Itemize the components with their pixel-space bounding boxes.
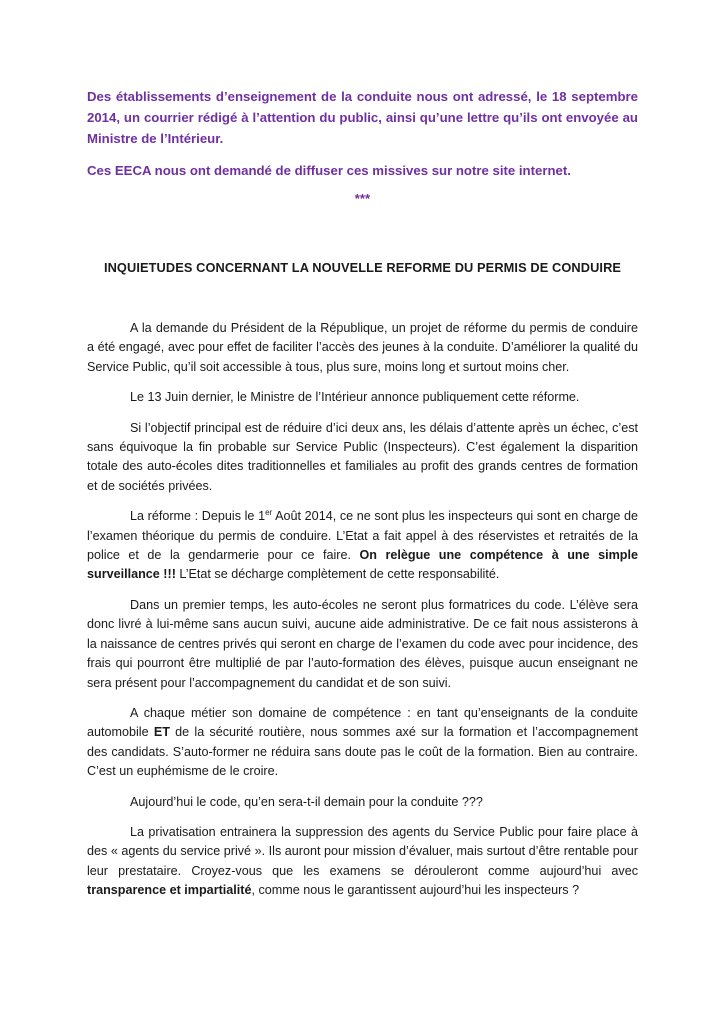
document-body — [87, 319, 638, 912]
paragraph-6-text-b: de la sécurité routière, nous sommes axé sur la formation et l’accompagnement des candidats. S’auto-former ne réduira sans doute pas le coût de la formation. Bien au contraire. C’est un euphémisme de le croire. — [87, 725, 639, 779]
paragraph-7: Aujourd’hui le code, qu’en sera-t-il demain pour la conduite ??? — [130, 794, 483, 809]
intro-request-line: Ces EECA nous ont demandé de diffuser ces missives sur notre site internet. — [87, 163, 571, 178]
paragraph-4-text-c: L’Etat se décharge complètement de cette responsabilité. — [175, 567, 500, 582]
paragraph-8-text-b: , comme nous le garantissent aujourd’hui les inspecteurs ? — [251, 883, 580, 898]
paragraph-4 — [87, 507, 638, 585]
ordinal-superscript: er — [265, 508, 273, 518]
paragraph-4-text-b: Août 2014, ce ne sont plus les inspecteurs qui sont en charge de l’examen théorique du permis de conduire. L’Etat a fait appel à des réservistes et retraités de la police et de la gendarmerie pour ce faire. — [87, 509, 639, 563]
paragraph-8-emphasis: transparence et impartialité — [87, 883, 252, 898]
paragraph-3: Si l’objectif principal est de réduire d’ici deux ans, les délais d’attente après un échec, c’est sans équivoque la fin probable sur Service Public (Inspecteurs). C’est également la disparition totale des auto-écoles dites traditionnelles et familiales au profit des grands centres de formation et de sociétés privées. — [87, 420, 638, 493]
paragraph-4-text-a: La réforme : Depuis le 1 — [130, 509, 266, 524]
paragraph-8-text-a: La privatisation entrainera la suppression des agents du Service Public pour faire place à des « agents du service privé ». Ils auront pour mission d’évaluer, mais surtout d’être rentable pour leur prestataire. Croyez-vous que les examens se dérouleront comme aujourd’hui avec — [87, 824, 638, 878]
section-separator: *** — [354, 191, 371, 206]
document-title: INQUIETUDES CONCERNANT LA NOUVELLE REFORME DU PERMIS DE CONDUIRE — [103, 260, 622, 275]
paragraph-4-emphasis: On relègue une compétence à une simple surveillance !!! — [87, 548, 639, 582]
paragraph-6 — [87, 704, 638, 782]
paragraph-6-emphasis: ET — [153, 725, 170, 740]
paragraph-6-text-a: A chaque métier son domaine de compétence : en tant qu’enseignants de la conduite automobile — [87, 705, 638, 740]
intro-paragraph: Des établissements d’enseignement de la conduite nous ont adressé, le 18 septembre 2014, un courrier rédigé à l’attention du public, ainsi qu’une lettre qu’ils ont envoyée au Ministre de l’Intérieur. — [87, 89, 638, 146]
paragraph-2: Le 13 Juin dernier, le Ministre de l’Intérieur annonce publiquement cette réforme. — [130, 390, 580, 405]
paragraph-8 — [87, 823, 638, 901]
paragraph-1: A la demande du Président de la République, un projet de réforme du permis de conduire a été engagé, avec pour effet de faciliter l’accès des jeunes à la conduite. D’améliorer la qualité du Service Public, qu’il soit accessible à tous, plus sure, moins long et surtout moins cher. — [87, 321, 638, 374]
paragraph-5: Dans un premier temps, les auto-écoles ne seront plus formatrices du code. L’élève sera donc livré à lui-même sans aucun suivi, aucune aide administrative. De ce fait nous assisterons à la naissance de centres privés qui seront en charge de l’examen du code avec pour incidence, des frais qui pourront être multiplié de par l’auto-formation des élèves, puisque aucun enseignant ne sera présent pour l’accompagnement du candidat et de son suivi. — [87, 597, 638, 690]
